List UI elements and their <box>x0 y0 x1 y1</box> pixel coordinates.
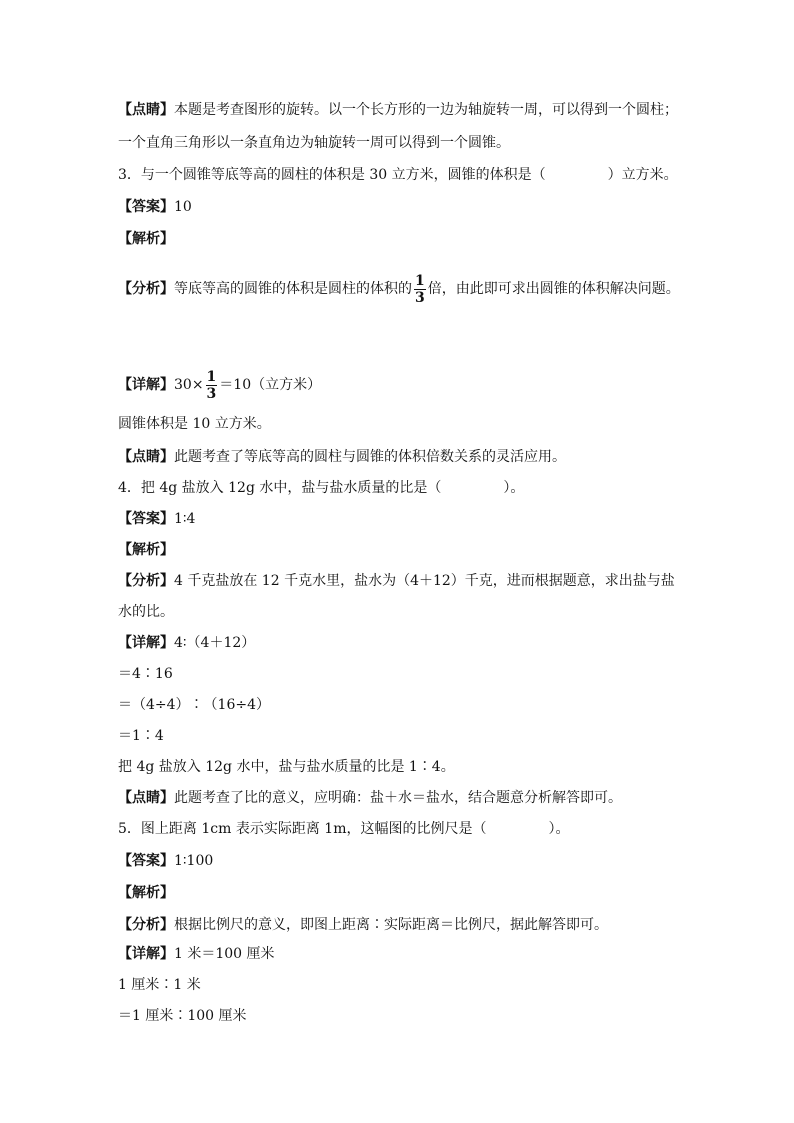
fraction-denominator: 3 <box>415 289 425 306</box>
analysis-text: 水的比。 <box>118 604 174 620</box>
question-5 <box>118 819 569 839</box>
detail-text: 30× <box>174 377 204 393</box>
analysis-text: 根据比例尺的意义，即图上距离∶实际距离＝比例尺，据此解答即可。 <box>174 917 608 933</box>
detail-tag: 【详解】 <box>118 946 174 962</box>
analysis-line <box>118 915 608 935</box>
detail-tag: 【详解】 <box>118 377 174 393</box>
detail-text: 1 米＝100 厘米 <box>174 946 275 962</box>
detail-tag: 【详解】 <box>118 635 174 651</box>
fraction-denominator: 3 <box>206 385 217 402</box>
answer-value: 1∶4 <box>174 511 196 527</box>
detail-text: ＝4∶16 <box>118 666 173 682</box>
detail-line <box>118 368 321 402</box>
detail-text: ＝1∶4 <box>118 728 164 744</box>
detail-line <box>118 944 275 964</box>
detail-step <box>118 726 164 746</box>
detail-text: ＝（4÷4）∶（16÷4） <box>118 697 270 713</box>
analysis-tag: 【解析】 <box>118 885 174 901</box>
answer-line <box>118 197 192 217</box>
question-text-end: ）。 <box>548 821 570 837</box>
analysis-text: 4 千克盐放在 12 千克水里，盐水为（4＋12）千克，进而根据题意，求出盐与盐 <box>174 573 675 589</box>
comment-line-continued <box>118 133 510 153</box>
analysis-tag: 【解析】 <box>118 542 174 558</box>
detail-step <box>118 664 173 684</box>
question-3 <box>118 165 678 185</box>
analysis-text: 等底等高的圆锥的体积是圆柱的体积的 <box>174 281 412 297</box>
answer-line <box>118 851 213 871</box>
detail-text: 1 厘米∶1 米 <box>118 977 201 993</box>
question-4 <box>118 478 524 498</box>
analysis-line-continued <box>118 602 174 622</box>
comment-text: 一个直角三角形以一条直角边为轴旋转一周可以得到一个圆锥。 <box>118 135 510 151</box>
comment-line <box>118 788 622 808</box>
answer-value: 10 <box>174 199 192 215</box>
question-text: 5．图上距离 1cm 表示实际距离 1m，这幅图的比例尺是（ <box>118 821 487 837</box>
detail-line <box>118 633 255 653</box>
detail-step <box>118 695 270 715</box>
comment-tag: 【点睛】 <box>118 102 174 118</box>
analysis-heading <box>118 540 174 560</box>
fraction-numerator: 1 <box>415 272 425 289</box>
detail-step <box>118 1006 247 1026</box>
fraction-one-third <box>206 369 218 402</box>
comment-tag: 【点睛】 <box>118 790 174 806</box>
detail-result <box>118 757 455 777</box>
analysis-tag: 【分析】 <box>118 917 174 933</box>
analysis-line <box>118 571 675 591</box>
analysis-heading <box>118 883 174 903</box>
fraction-numerator: 1 <box>206 368 217 385</box>
question-text-end: ）立方米。 <box>607 167 678 183</box>
comment-text: 此题考查了等底等高的圆柱与圆锥的体积倍数关系的灵活应用。 <box>174 449 566 465</box>
question-text-end: ）。 <box>503 480 525 496</box>
analysis-tag: 【分析】 <box>118 573 174 589</box>
analysis-tag: 【解析】 <box>118 231 174 247</box>
comment-line <box>118 100 678 120</box>
detail-text-end: ＝10（立方米） <box>219 377 322 393</box>
answer-tag: 【答案】 <box>118 511 174 527</box>
analysis-heading <box>118 229 174 249</box>
comment-line <box>118 447 566 467</box>
comment-tag: 【点睛】 <box>118 449 174 465</box>
comment-text: 本题是考查图形的旋转。以一个长方形的一边为轴旋转一周，可以得到一个圆柱； <box>174 102 678 118</box>
answer-line <box>118 509 195 529</box>
analysis-text-end: 倍，由此即可求出圆锥的体积解决问题。 <box>427 281 680 297</box>
question-text: 4．把 4g 盐放入 12g 水中，盐与盐水质量的比是（ <box>118 480 442 496</box>
detail-text: 把 4g 盐放入 12g 水中，盐与盐水质量的比是 1∶4。 <box>118 759 455 775</box>
analysis-line <box>118 272 680 306</box>
detail-result <box>118 414 271 434</box>
answer-tag: 【答案】 <box>118 199 174 215</box>
question-text: 3．与一个圆锥等底等高的圆柱的体积是 30 立方米，圆锥的体积是（ <box>118 167 546 183</box>
answer-value: 1∶100 <box>174 853 214 869</box>
analysis-tag: 【分析】 <box>118 281 174 297</box>
comment-text: 此题考查了比的意义，应明确：盐＋水＝盐水，结合题意分析解答即可。 <box>174 790 622 806</box>
fraction-one-third <box>414 273 426 306</box>
detail-text: 4∶（4＋12） <box>174 635 256 651</box>
answer-tag: 【答案】 <box>118 853 174 869</box>
detail-step <box>118 975 201 995</box>
detail-text: 圆锥体积是 10 立方米。 <box>118 416 271 432</box>
detail-text: ＝1 厘米∶100 厘米 <box>118 1008 247 1024</box>
